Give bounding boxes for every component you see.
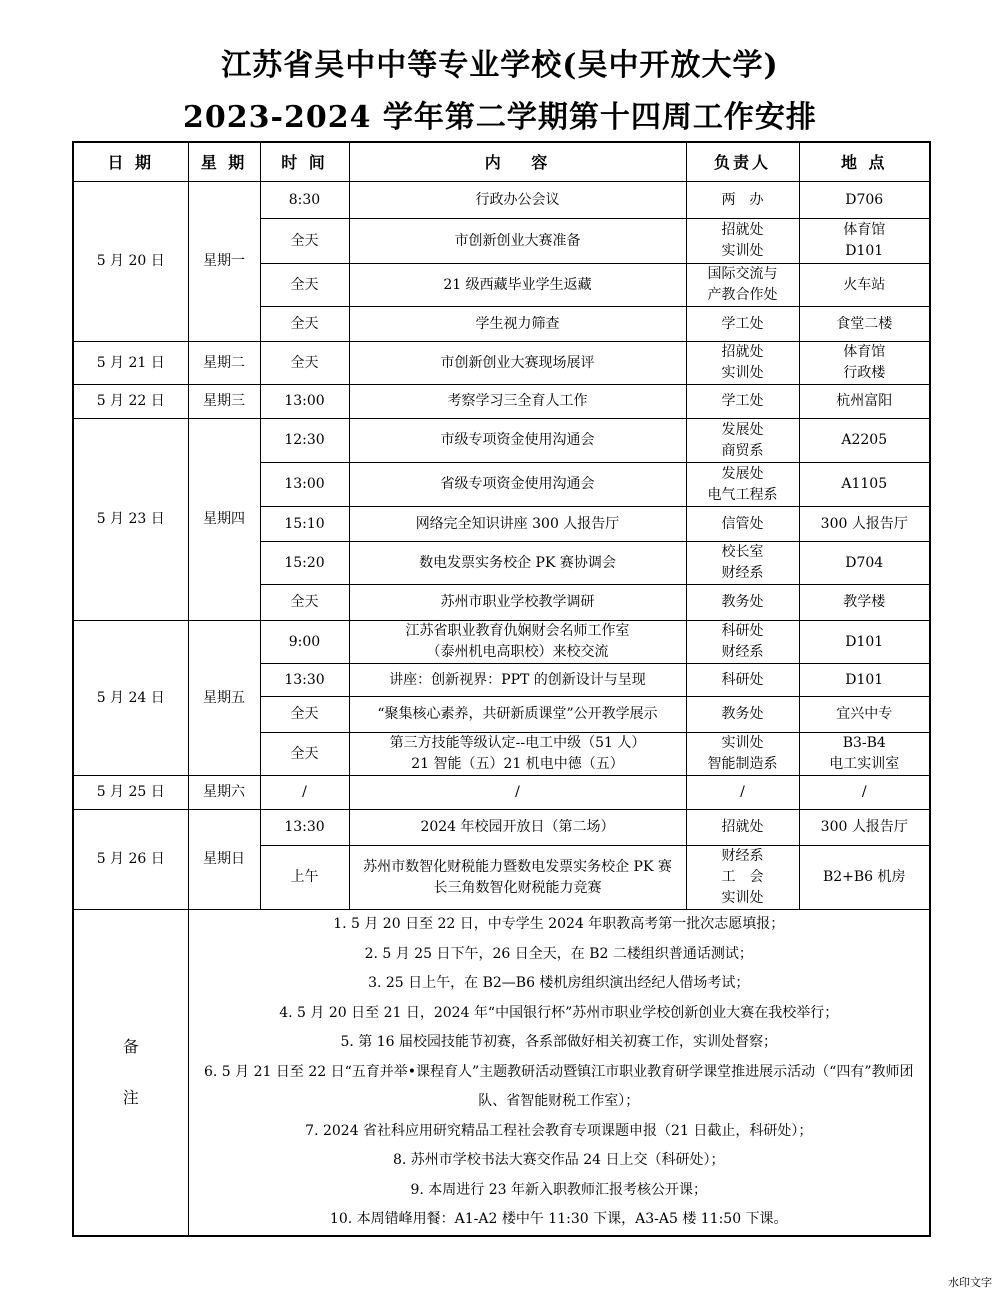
row-content: 数电发票实务校企 PK 赛协调会 [349,542,686,585]
row-owner: 国际交流与 产教合作处 [686,264,799,307]
row-content: 21 级西藏毕业学生返藏 [349,264,686,307]
row-owner: 学工处 [686,307,799,342]
notes-label-char: 注 [122,1088,139,1108]
row-place: D101 [799,621,930,664]
row-weekday: 星期六 [188,776,260,810]
row-time: / [260,776,349,810]
row-place: 火车站 [799,264,930,307]
row-time: 13:30 [260,664,349,697]
watermark-text: 水印文字 [948,1276,992,1289]
row-weekday: 星期四 [188,419,260,621]
row-owner: 财经系 工 会 实训处 [686,846,799,910]
row-place: 300 人报告厅 [799,507,930,542]
row-time: 全天 [260,342,349,385]
schedule-row [73,776,930,810]
row-place: 宜兴中专 [799,697,930,733]
row-date: 5 月 26 日 [73,810,188,910]
notes-label-char: 备 [122,1037,139,1057]
row-place: / [799,776,930,810]
row-place: 食堂二楼 [799,307,930,342]
row-owner: 两 办 [686,182,799,219]
row-owner: 招就处 [686,810,799,846]
row-owner: 发展处 电气工程系 [686,463,799,507]
header-time: 时 间 [260,142,349,182]
row-time: 全天 [260,264,349,307]
header-content: 内 容 [349,142,686,182]
row-content: 江苏省职业教育仇娴财会名师工作室 （泰州机电高职校）来校交流 [349,621,686,664]
row-owner: / [686,776,799,810]
schedule-row [73,342,930,385]
row-weekday: 星期一 [188,182,260,342]
note-item: 3. 25 日上午，在 B2—B6 楼机房组织演出经纪人借场考试； [368,975,750,991]
row-owner: 信管处 [686,507,799,542]
row-content: / [349,776,686,810]
row-place: D101 [799,664,930,697]
schedule-table [72,141,931,1237]
row-place: B2+B6 机房 [799,846,930,910]
row-content: 2024 年校园开放日（第二场） [349,810,686,846]
row-time: 8:30 [260,182,349,219]
row-place: 300 人报告厅 [799,810,930,846]
row-content: 苏州市数智化财税能力暨数电发票实务校企 PK 赛 长三角数智化财税能力竞赛 [349,846,686,910]
header-weekday: 星 期 [188,142,260,182]
row-owner: 学工处 [686,385,799,419]
row-place: A1105 [799,463,930,507]
schedule-row [73,419,930,463]
row-content: 行政办公会议 [349,182,686,219]
row-owner: 实训处 智能制造系 [686,733,799,776]
row-date: 5 月 24 日 [73,621,188,776]
row-time: 全天 [260,697,349,733]
row-owner: 发展处 商贸系 [686,419,799,463]
note-item: 2. 5 月 25 日下午，26 日全天，在 B2 二楼组织普通话测试； [364,945,753,962]
row-time: 全天 [260,219,349,264]
row-owner: 招就处 实训处 [686,342,799,385]
note-item: 1. 5 月 20 日至 22 日，中专学生 2024 年职教高考第一批次志愿填报； [333,916,785,932]
page-title-schedule: 2023-2024 学年第二学期第十四周工作安排 [183,100,817,135]
row-content: 省级专项资金使用沟通会 [349,463,686,507]
note-item: 9. 本周进行 23 年新入职教师汇报考核公开课； [410,1181,708,1198]
row-place: B3-B4 电工实训室 [799,733,930,776]
schedule-row [73,810,930,846]
row-time: 15:20 [260,542,349,585]
header-owner: 负责人 [686,142,799,182]
schedule-row [73,385,930,419]
notes-label [73,910,188,1236]
row-content: 学生视力筛查 [349,307,686,342]
row-owner: 科研处 财经系 [686,621,799,664]
row-place: 杭州富阳 [799,385,930,419]
row-time: 上午 [260,846,349,910]
row-place: A2205 [799,419,930,463]
note-item: 4. 5 月 20 日至 21 日，2024 年“中国银行杯”苏州市职业学校创新创业大赛在我校举行； [279,1004,839,1021]
row-content: 苏州市职业学校教学调研 [349,585,686,621]
row-place: D706 [799,182,930,219]
row-time: 全天 [260,585,349,621]
header-place: 地 点 [799,142,930,182]
row-weekday: 星期三 [188,385,260,419]
row-content: 讲座：创新视界：PPT 的创新设计与呈现 [349,664,686,697]
row-content: 市创新创业大赛现场展评 [349,342,686,385]
row-place: 体育馆 行政楼 [799,342,930,385]
row-weekday: 星期五 [188,621,260,776]
row-time: 全天 [260,733,349,776]
note-item: 7. 2024 省社科应用研究精品工程社会教育专项课题申报（21 日截止，科研处）； [305,1122,813,1139]
row-owner: 招就处 实训处 [686,219,799,264]
row-time: 13:00 [260,385,349,419]
row-date: 5 月 23 日 [73,419,188,621]
row-owner: 教务处 [686,585,799,621]
schedule-row [73,621,930,664]
row-content: 市创新创业大赛准备 [349,219,686,264]
row-owner: 校长室 财经系 [686,542,799,585]
schedule-row [73,182,930,219]
note-item: 5. 第 16 届校园技能节初赛，各系部做好相关初赛工作，实训处督察； [340,1034,778,1050]
row-content: 网络完全知识讲座 300 人报告厅 [349,507,686,542]
row-date: 5 月 25 日 [73,776,188,810]
table-header-row [73,142,930,182]
row-time: 9:00 [260,621,349,664]
row-content: 市级专项资金使用沟通会 [349,419,686,463]
row-weekday: 星期日 [188,810,260,910]
note-item: 8. 苏州市学校书法大赛交作品 24 日上交（科研处）； [392,1152,725,1168]
row-content: “聚集核心素养，共研新质课堂”公开教学展示 [349,697,686,733]
notes-list [188,910,930,1236]
row-content: 第三方技能等级认定--电工中级（51 人） 21 智能（五）21 机电中德（五） [349,733,686,776]
row-content: 考察学习三全育人工作 [349,385,686,419]
row-date: 5 月 20 日 [73,182,188,342]
row-time: 13:00 [260,463,349,507]
page-title-school: 江苏省吴中中等专业学校(吴中开放大学) [221,48,779,83]
row-place: D704 [799,542,930,585]
row-date: 5 月 21 日 [73,342,188,385]
row-place: 教学楼 [799,585,930,621]
notes-row [73,910,930,1236]
row-time: 12:30 [260,419,349,463]
note-item: 6. 5 月 21 日至 22 日“五育并举•课程育人”主题教研活动暨镇江市职业教育研学课堂推进展示活动（“四有”教师团队、省智能财税工作室）； [204,1063,914,1109]
row-place: 体育馆 D101 [799,219,930,264]
row-weekday: 星期二 [188,342,260,385]
row-owner: 科研处 [686,664,799,697]
row-date: 5 月 22 日 [73,385,188,419]
row-time: 13:30 [260,810,349,846]
row-time: 全天 [260,307,349,342]
note-item: 10. 本周错峰用餐：A1-A2 楼中午 11:30 下课，A3-A5 楼 11:50 下课。 [329,1211,788,1227]
header-date: 日 期 [73,142,188,182]
row-time: 15:10 [260,507,349,542]
row-owner: 教务处 [686,697,799,733]
